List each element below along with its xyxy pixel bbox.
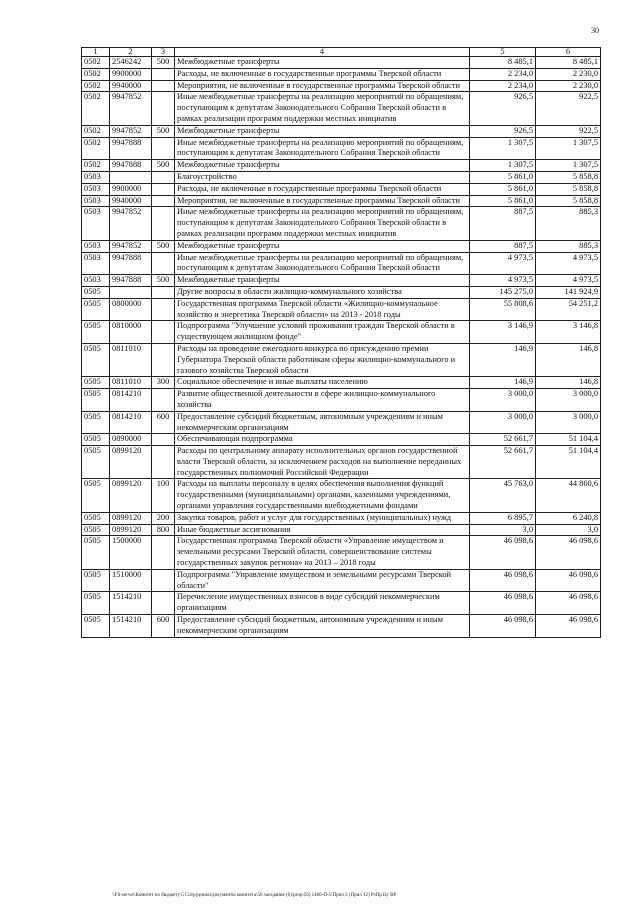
amount-cell: 2 234,0 bbox=[470, 68, 536, 80]
section-code-cell: 0505 bbox=[82, 377, 110, 389]
amount-cell: 2 234,0 bbox=[470, 80, 536, 92]
expense-type-cell bbox=[152, 171, 175, 183]
amount-cell: 3 000,0 bbox=[536, 411, 601, 434]
target-code-cell bbox=[110, 286, 152, 298]
table-row bbox=[82, 160, 601, 172]
table-row bbox=[82, 137, 601, 160]
amount-cell: 4 973,5 bbox=[536, 275, 601, 287]
target-code-cell: 9900000 bbox=[110, 68, 152, 80]
expense-type-cell bbox=[152, 592, 175, 615]
table-row bbox=[82, 434, 601, 446]
page-number: 30 bbox=[591, 26, 599, 35]
budget-table bbox=[81, 47, 601, 638]
table-row bbox=[82, 80, 601, 92]
expense-type-cell: 600 bbox=[152, 615, 175, 638]
section-code-cell: 0502 bbox=[82, 80, 110, 92]
target-code-cell: 9947888 bbox=[110, 252, 152, 275]
section-code-cell: 0505 bbox=[82, 389, 110, 412]
expense-type-cell: 500 bbox=[152, 57, 175, 69]
table-row bbox=[82, 479, 601, 512]
table-row bbox=[82, 183, 601, 195]
amount-cell: 52 661,7 bbox=[470, 446, 536, 479]
table-row bbox=[82, 286, 601, 298]
expense-type-cell: 500 bbox=[152, 125, 175, 137]
amount-cell: 46 098,6 bbox=[536, 615, 601, 638]
description-cell: Иные межбюджетные трансферты на реализацию мероприятий по обращениям, поступающим к депутатам Законодательного Собрания Тверской области bbox=[175, 137, 470, 160]
table-row bbox=[82, 343, 601, 376]
target-code-cell: 0899120 bbox=[110, 524, 152, 536]
amount-cell: 5 861,0 bbox=[470, 195, 536, 207]
description-cell: Государственная программа Тверской области «Жилищно-коммунальное хозяйство и энергетика Тверской области» на 2013 - 2018 годы bbox=[175, 298, 470, 321]
amount-cell: 51 104,4 bbox=[536, 446, 601, 479]
header-cell: 4 bbox=[175, 48, 470, 57]
amount-cell: 1 307,5 bbox=[470, 160, 536, 172]
target-code-cell: 9947852 bbox=[110, 207, 152, 240]
amount-cell: 885,3 bbox=[536, 207, 601, 240]
section-code-cell: 0505 bbox=[82, 615, 110, 638]
amount-cell: 46 098,6 bbox=[470, 615, 536, 638]
expense-type-cell: 500 bbox=[152, 275, 175, 287]
description-cell: Другие вопросы в области жилищно-коммунального хозяйства bbox=[175, 286, 470, 298]
description-cell: Межбюджетные трансферты bbox=[175, 125, 470, 137]
expense-type-cell: 100 bbox=[152, 479, 175, 512]
target-code-cell: 9900000 bbox=[110, 183, 152, 195]
amount-cell: 55 808,6 bbox=[470, 298, 536, 321]
amount-cell: 146,8 bbox=[536, 343, 601, 376]
description-cell: Расходы по центральному аппарату исполнительных органов государственной власти Тверской области, за исключением расходов на выполнение переданных государственных полномочий Российской Федерации bbox=[175, 446, 470, 479]
description-cell: Межбюджетные трансферты bbox=[175, 275, 470, 287]
target-code-cell: 9947852 bbox=[110, 240, 152, 252]
section-code-cell: 0505 bbox=[82, 411, 110, 434]
description-cell: Мероприятия, не включенные в государственные программы Тверской области bbox=[175, 195, 470, 207]
target-code-cell: 1510000 bbox=[110, 569, 152, 592]
target-code-cell: 2546242 bbox=[110, 57, 152, 69]
table-row bbox=[82, 252, 601, 275]
expense-type-cell bbox=[152, 195, 175, 207]
amount-cell: 3 000,0 bbox=[470, 389, 536, 412]
expense-type-cell: 600 bbox=[152, 411, 175, 434]
target-code-cell: 9940000 bbox=[110, 195, 152, 207]
section-code-cell: 0503 bbox=[82, 207, 110, 240]
expense-type-cell bbox=[152, 389, 175, 412]
target-code-cell: 0814210 bbox=[110, 389, 152, 412]
table-row bbox=[82, 377, 601, 389]
table-row bbox=[82, 195, 601, 207]
expense-type-cell: 500 bbox=[152, 160, 175, 172]
amount-cell: 6 240,8 bbox=[536, 512, 601, 524]
expense-type-cell bbox=[152, 207, 175, 240]
description-cell: Социальное обеспечение и иные выплаты населению bbox=[175, 377, 470, 389]
table-body bbox=[82, 57, 601, 638]
amount-cell: 2 230,0 bbox=[536, 80, 601, 92]
expense-type-cell: 800 bbox=[152, 524, 175, 536]
amount-cell: 146,8 bbox=[536, 377, 601, 389]
table-row bbox=[82, 125, 601, 137]
amount-cell: 6 895,7 bbox=[470, 512, 536, 524]
section-code-cell: 0505 bbox=[82, 321, 110, 344]
target-code-cell: 9947852 bbox=[110, 92, 152, 125]
description-cell: Подпрограмма "Управление имуществом и земельными ресурсами Тверской области" bbox=[175, 569, 470, 592]
section-code-cell: 0502 bbox=[82, 92, 110, 125]
section-code-cell: 0502 bbox=[82, 160, 110, 172]
section-code-cell: 0503 bbox=[82, 240, 110, 252]
amount-cell: 5 861,0 bbox=[470, 171, 536, 183]
expense-type-cell: 300 bbox=[152, 377, 175, 389]
amount-cell: 885,3 bbox=[536, 240, 601, 252]
description-cell: Расходы, не включенные в государственные программы Тверской области bbox=[175, 183, 470, 195]
description-cell: Закупка товаров, работ и услуг для государственных (муниципальных) нужд bbox=[175, 512, 470, 524]
amount-cell: 926,5 bbox=[470, 125, 536, 137]
description-cell: Обеспечивающая подпрограмма bbox=[175, 434, 470, 446]
description-cell: Подпрограмма "Улучшение условий проживания граждан Тверской области в существующем жилищном фонде" bbox=[175, 321, 470, 344]
expense-type-cell bbox=[152, 569, 175, 592]
target-code-cell: 0811010 bbox=[110, 377, 152, 389]
amount-cell: 2 230,0 bbox=[536, 68, 601, 80]
expense-type-cell bbox=[152, 286, 175, 298]
expense-type-cell bbox=[152, 92, 175, 125]
header-cell: 3 bbox=[152, 48, 175, 57]
target-code-cell: 9947852 bbox=[110, 125, 152, 137]
amount-cell: 887,5 bbox=[470, 240, 536, 252]
target-code-cell: 0810000 bbox=[110, 321, 152, 344]
section-code-cell: 0505 bbox=[82, 536, 110, 569]
amount-cell: 922,5 bbox=[536, 125, 601, 137]
table-row bbox=[82, 92, 601, 125]
target-code-cell: 9947888 bbox=[110, 137, 152, 160]
description-cell: Предоставление субсидий бюджетным, автономным учреждениям и иным некоммерческим организациям bbox=[175, 411, 470, 434]
amount-cell: 54 251,2 bbox=[536, 298, 601, 321]
target-code-cell: 0899120 bbox=[110, 512, 152, 524]
amount-cell: 1 307,5 bbox=[536, 137, 601, 160]
target-code-cell: 0899120 bbox=[110, 446, 152, 479]
expense-type-cell bbox=[152, 343, 175, 376]
description-cell: Мероприятия, не включенные в государственные программы Тверской области bbox=[175, 80, 470, 92]
header-cell: 6 bbox=[536, 48, 601, 57]
table-row bbox=[82, 569, 601, 592]
amount-cell: 44 860,6 bbox=[536, 479, 601, 512]
description-cell: Расходы на проведение ежегодного конкурса по присуждению премии Губернатора Тверской области работникам сферы жилищно-коммунального и газового хозяйства Тверской области bbox=[175, 343, 470, 376]
target-code-cell: 0800000 bbox=[110, 298, 152, 321]
description-cell: Межбюджетные трансферты bbox=[175, 240, 470, 252]
amount-cell: 5 858,8 bbox=[536, 195, 601, 207]
amount-cell: 4 973,5 bbox=[470, 252, 536, 275]
section-code-cell: 0505 bbox=[82, 434, 110, 446]
expense-type-cell bbox=[152, 536, 175, 569]
expense-type-cell bbox=[152, 434, 175, 446]
table-row bbox=[82, 275, 601, 287]
table-row bbox=[82, 536, 601, 569]
amount-cell: 46 098,6 bbox=[470, 569, 536, 592]
expense-type-cell bbox=[152, 321, 175, 344]
amount-cell: 4 973,5 bbox=[470, 275, 536, 287]
target-code-cell: 1514210 bbox=[110, 615, 152, 638]
amount-cell: 3,0 bbox=[536, 524, 601, 536]
section-code-cell: 0505 bbox=[82, 524, 110, 536]
table-row bbox=[82, 512, 601, 524]
target-code-cell: 1514210 bbox=[110, 592, 152, 615]
header-cell: 2 bbox=[110, 48, 152, 57]
table-row bbox=[82, 446, 601, 479]
section-code-cell: 0502 bbox=[82, 125, 110, 137]
description-cell: Развитие общественной деятельности в сфере жилищно-коммунального хозяйства bbox=[175, 389, 470, 412]
expense-type-cell bbox=[152, 80, 175, 92]
amount-cell: 8 485,1 bbox=[536, 57, 601, 69]
amount-cell: 1 307,5 bbox=[470, 137, 536, 160]
description-cell: Межбюджетные трансферты bbox=[175, 57, 470, 69]
amount-cell: 3 146,8 bbox=[536, 321, 601, 344]
amount-cell: 52 661,7 bbox=[470, 434, 536, 446]
amount-cell: 46 098,6 bbox=[470, 536, 536, 569]
table-row bbox=[82, 68, 601, 80]
expense-type-cell bbox=[152, 446, 175, 479]
section-code-cell: 0505 bbox=[82, 512, 110, 524]
section-code-cell: 0505 bbox=[82, 569, 110, 592]
description-cell: Иные межбюджетные трансферты на реализацию мероприятий по обращениям, поступающим к депутатам Законодательного Собрания Тверской области bbox=[175, 252, 470, 275]
amount-cell: 5 858,8 bbox=[536, 183, 601, 195]
amount-cell: 1 307,5 bbox=[536, 160, 601, 172]
amount-cell: 4 973,5 bbox=[536, 252, 601, 275]
amount-cell: 3 000,0 bbox=[470, 411, 536, 434]
table-row bbox=[82, 389, 601, 412]
amount-cell: 46 098,6 bbox=[536, 592, 601, 615]
footer-file-path: \\Fil-server\Комитет по бюджету\5 Сотрудники\документы комитета\56 заседание (6)\prop\56) 1406-П-5\Прил 3 (Прил 12) РзПр Цс ВР bbox=[112, 893, 397, 898]
description-cell: Расходы на выплаты персоналу в целях обеспечения выполнения функций государственными (муниципальными) органами, казенными учреждениями, органами управления государственными внебюджетными фондами bbox=[175, 479, 470, 512]
amount-cell: 926,5 bbox=[470, 92, 536, 125]
amount-cell: 887,5 bbox=[470, 207, 536, 240]
table-row bbox=[82, 615, 601, 638]
table-row bbox=[82, 207, 601, 240]
table-row bbox=[82, 171, 601, 183]
section-code-cell: 0503 bbox=[82, 195, 110, 207]
description-cell: Государственная программа Тверской области «Управление имуществом и земельными ресурсами Тверской области, совершенствование системы государственных закупок региона» на 2013 – 2018 годы bbox=[175, 536, 470, 569]
description-cell: Предоставление субсидий бюджетным, автономным учреждениям и иным некоммерческим организациям bbox=[175, 615, 470, 638]
description-cell: Иные межбюджетные трансферты на реализацию мероприятий по обращениям, поступающим к депутатам Законодательного Собрания Тверской области в рамках реализации программ поддержки местных инициатив bbox=[175, 92, 470, 125]
table-row bbox=[82, 411, 601, 434]
amount-cell: 8 485,1 bbox=[470, 57, 536, 69]
target-code-cell: 0899120 bbox=[110, 479, 152, 512]
description-cell: Иные межбюджетные трансферты на реализацию мероприятий по обращениям, поступающим к депутатам Законодательного Собрания Тверской области в рамках реализации программ поддержки местных инициатив bbox=[175, 207, 470, 240]
amount-cell: 146,9 bbox=[470, 377, 536, 389]
section-code-cell: 0505 bbox=[82, 592, 110, 615]
target-code-cell: 9940000 bbox=[110, 80, 152, 92]
section-code-cell: 0503 bbox=[82, 252, 110, 275]
table-row bbox=[82, 592, 601, 615]
amount-cell: 3 000,0 bbox=[536, 389, 601, 412]
amount-cell: 46 098,6 bbox=[536, 536, 601, 569]
section-code-cell: 0502 bbox=[82, 68, 110, 80]
expense-type-cell bbox=[152, 298, 175, 321]
amount-cell: 46 098,6 bbox=[536, 569, 601, 592]
section-code-cell: 0502 bbox=[82, 137, 110, 160]
amount-cell: 922,5 bbox=[536, 92, 601, 125]
description-cell: Межбюджетные трансферты bbox=[175, 160, 470, 172]
description-cell: Расходы, не включенные в государственные программы Тверской области bbox=[175, 68, 470, 80]
amount-cell: 51 104,4 bbox=[536, 434, 601, 446]
section-code-cell: 0505 bbox=[82, 479, 110, 512]
expense-type-cell: 500 bbox=[152, 240, 175, 252]
table-row bbox=[82, 524, 601, 536]
target-code-cell: 9947888 bbox=[110, 275, 152, 287]
header-cell: 5 bbox=[470, 48, 536, 57]
amount-cell: 5 861,0 bbox=[470, 183, 536, 195]
description-cell: Иные бюджетные ассигнования bbox=[175, 524, 470, 536]
table-row bbox=[82, 321, 601, 344]
expense-type-cell bbox=[152, 252, 175, 275]
section-code-cell: 0502 bbox=[82, 57, 110, 69]
target-code-cell: 0811010 bbox=[110, 343, 152, 376]
description-cell: Благоустройство bbox=[175, 171, 470, 183]
target-code-cell: 0890000 bbox=[110, 434, 152, 446]
section-code-cell: 0505 bbox=[82, 286, 110, 298]
amount-cell: 45 763,0 bbox=[470, 479, 536, 512]
target-code-cell: 9947888 bbox=[110, 160, 152, 172]
section-code-cell: 0503 bbox=[82, 275, 110, 287]
expense-type-cell bbox=[152, 183, 175, 195]
section-code-cell: 0505 bbox=[82, 343, 110, 376]
amount-cell: 141 924,9 bbox=[536, 286, 601, 298]
table-row bbox=[82, 298, 601, 321]
amount-cell: 46 098,6 bbox=[470, 592, 536, 615]
target-code-cell bbox=[110, 171, 152, 183]
table-row bbox=[82, 240, 601, 252]
amount-cell: 3,0 bbox=[470, 524, 536, 536]
section-code-cell: 0505 bbox=[82, 446, 110, 479]
table-row bbox=[82, 57, 601, 69]
target-code-cell: 0814210 bbox=[110, 411, 152, 434]
amount-cell: 5 858,8 bbox=[536, 171, 601, 183]
expense-type-cell bbox=[152, 137, 175, 160]
amount-cell: 146,9 bbox=[470, 343, 536, 376]
header-cell: 1 bbox=[82, 48, 110, 57]
expense-type-cell bbox=[152, 68, 175, 80]
section-code-cell: 0505 bbox=[82, 298, 110, 321]
header-row bbox=[82, 48, 601, 57]
section-code-cell: 0503 bbox=[82, 183, 110, 195]
target-code-cell: 1500000 bbox=[110, 536, 152, 569]
amount-cell: 145 275,0 bbox=[470, 286, 536, 298]
amount-cell: 3 146,9 bbox=[470, 321, 536, 344]
section-code-cell: 0503 bbox=[82, 171, 110, 183]
description-cell: Перечисление имущественных взносов в виде субсидий некоммерческим организациям bbox=[175, 592, 470, 615]
expense-type-cell: 200 bbox=[152, 512, 175, 524]
